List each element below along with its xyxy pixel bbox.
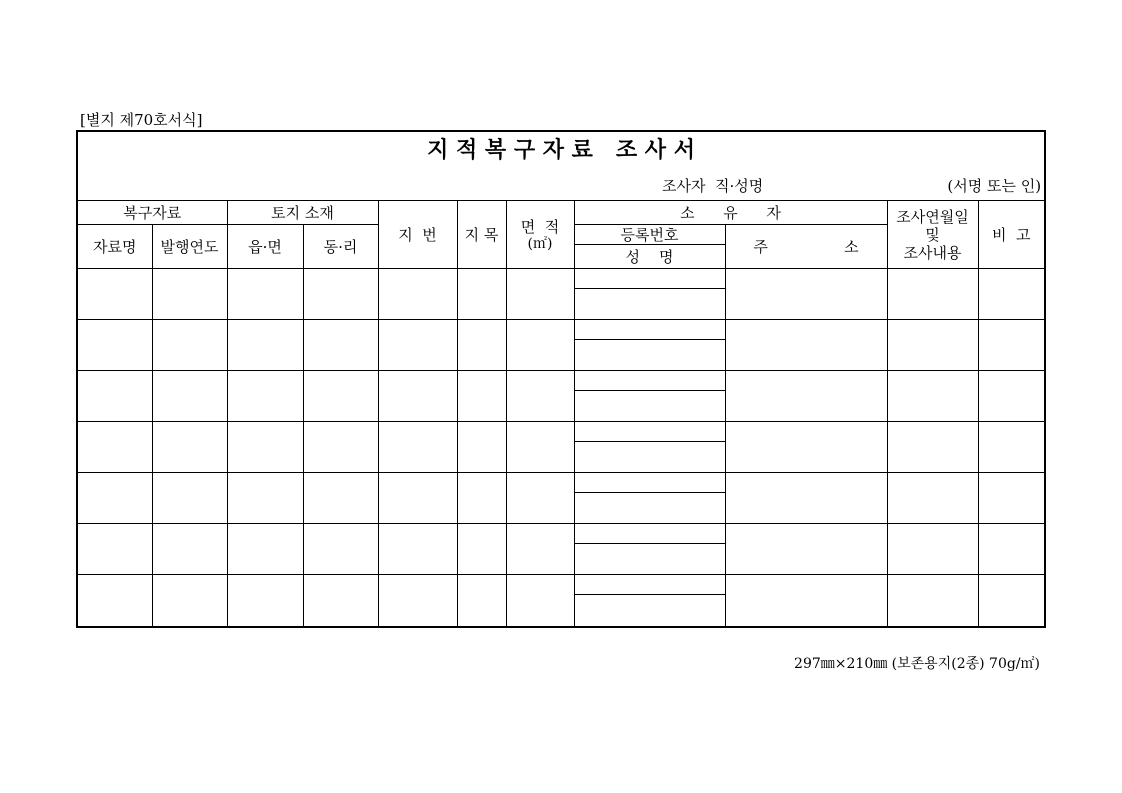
cell-lot-number[interactable] <box>378 575 457 627</box>
cell-area[interactable] <box>506 371 574 422</box>
cell-survey-date[interactable] <box>887 473 978 524</box>
survey-form-table <box>76 130 1046 628</box>
cell-registration-number[interactable] <box>574 524 725 544</box>
cell-survey-date[interactable] <box>887 524 978 575</box>
cell-address[interactable] <box>725 422 887 473</box>
header-data-name: 자료명 <box>77 225 152 269</box>
cell-land-category[interactable] <box>457 269 506 320</box>
header-recovery-data: 복구자료 <box>77 201 227 225</box>
cell-owner-name[interactable] <box>574 493 725 524</box>
cell-registration-number[interactable] <box>574 473 725 493</box>
cell-eup-myeon[interactable] <box>227 422 303 473</box>
cell-eup-myeon[interactable] <box>227 320 303 371</box>
header-area <box>506 201 574 269</box>
cell-registration-number[interactable] <box>574 269 725 289</box>
cell-remarks[interactable] <box>978 371 1045 422</box>
cell-eup-myeon[interactable] <box>227 371 303 422</box>
cell-remarks[interactable] <box>978 524 1045 575</box>
header-owner: 소 유 자 <box>574 201 887 225</box>
cell-lot-number[interactable] <box>378 320 457 371</box>
cell-survey-date[interactable] <box>887 269 978 320</box>
cell-address[interactable] <box>725 371 887 422</box>
signature-label: (서명 또는 인) <box>947 177 1042 195</box>
cell-remarks[interactable] <box>978 422 1045 473</box>
cell-area[interactable] <box>506 575 574 627</box>
cell-owner-name[interactable] <box>574 595 725 627</box>
table-row <box>77 269 1045 289</box>
header-area-label: 면 적 <box>520 217 560 236</box>
cell-data-name[interactable] <box>77 269 152 320</box>
cell-publication-year[interactable] <box>152 422 227 473</box>
cell-dong-ri[interactable] <box>303 524 378 575</box>
cell-registration-number[interactable] <box>574 371 725 391</box>
cell-dong-ri[interactable] <box>303 422 378 473</box>
title-block <box>77 131 1045 201</box>
cell-data-name[interactable] <box>77 371 152 422</box>
cell-data-name[interactable] <box>77 524 152 575</box>
header-dong-ri: 동·리 <box>303 225 378 269</box>
header-registration-number: 등록번호 <box>574 225 725 245</box>
cell-dong-ri[interactable] <box>303 320 378 371</box>
cell-data-name[interactable] <box>77 320 152 371</box>
cell-dong-ri[interactable] <box>303 575 378 627</box>
cell-eup-myeon[interactable] <box>227 269 303 320</box>
header-land-category: 지 목 <box>457 201 506 269</box>
cell-data-name[interactable] <box>77 473 152 524</box>
header-survey-date-line1: 조사연월일 <box>896 207 969 226</box>
header-address: 주 소 <box>725 225 887 269</box>
cell-publication-year[interactable] <box>152 320 227 371</box>
cell-remarks[interactable] <box>978 320 1045 371</box>
data-rows <box>77 269 1045 627</box>
cell-eup-myeon[interactable] <box>227 575 303 627</box>
cell-area[interactable] <box>506 524 574 575</box>
header-publication-year: 발행연도 <box>152 225 227 269</box>
cell-address[interactable] <box>725 575 887 627</box>
header-lot-number: 지 번 <box>378 201 457 269</box>
cell-dong-ri[interactable] <box>303 473 378 524</box>
cell-area[interactable] <box>506 320 574 371</box>
cell-area[interactable] <box>506 422 574 473</box>
header-survey-date-line2: 및 <box>925 225 940 244</box>
table-row <box>77 524 1045 544</box>
cell-registration-number[interactable] <box>574 575 725 595</box>
cell-publication-year[interactable] <box>152 473 227 524</box>
header-survey-date-line3: 조사내용 <box>903 243 962 262</box>
cell-remarks[interactable] <box>978 269 1045 320</box>
cell-publication-year[interactable] <box>152 371 227 422</box>
header-land-location: 토지 소재 <box>227 201 378 225</box>
cell-land-category[interactable] <box>457 371 506 422</box>
header-row-1 <box>77 201 1045 225</box>
header-survey-date <box>887 201 978 269</box>
form-number-label: [별지 제70호서식] <box>80 111 203 129</box>
cell-owner-name[interactable] <box>574 289 725 320</box>
investigator-label: 조사자 직·성명 <box>662 177 764 195</box>
form-title: 지 적 복 구 자 료 조 사 서 <box>427 137 695 163</box>
cell-lot-number[interactable] <box>378 473 457 524</box>
cell-land-category[interactable] <box>457 473 506 524</box>
cell-survey-date[interactable] <box>887 422 978 473</box>
cell-lot-number[interactable] <box>378 269 457 320</box>
cell-lot-number[interactable] <box>378 422 457 473</box>
cell-lot-number[interactable] <box>378 524 457 575</box>
cell-publication-year[interactable] <box>152 524 227 575</box>
cell-lot-number[interactable] <box>378 371 457 422</box>
cell-publication-year[interactable] <box>152 575 227 627</box>
cell-land-category[interactable] <box>457 422 506 473</box>
cell-data-name[interactable] <box>77 422 152 473</box>
cell-eup-myeon[interactable] <box>227 524 303 575</box>
table-row <box>77 320 1045 340</box>
title-row <box>77 131 1045 201</box>
header-eup-myeon: 읍·면 <box>227 225 303 269</box>
table-row <box>77 473 1045 493</box>
cell-area[interactable] <box>506 269 574 320</box>
header-name: 성 명 <box>574 245 725 269</box>
cell-owner-name[interactable] <box>574 544 725 575</box>
cell-land-category[interactable] <box>457 320 506 371</box>
cell-land-category[interactable] <box>457 575 506 627</box>
cell-dong-ri[interactable] <box>303 269 378 320</box>
cell-registration-number[interactable] <box>574 320 725 340</box>
cell-dong-ri[interactable] <box>303 371 378 422</box>
cell-data-name[interactable] <box>77 575 152 627</box>
table-row <box>77 575 1045 595</box>
paper-spec-note: 297㎜×210㎜ (보존용지(2종) 70g/㎡) <box>794 656 1040 672</box>
cell-owner-name[interactable] <box>574 442 725 473</box>
cell-survey-date[interactable] <box>887 575 978 627</box>
cell-owner-name[interactable] <box>574 340 725 371</box>
header-remarks: 비 고 <box>978 201 1045 269</box>
cell-eup-myeon[interactable] <box>227 473 303 524</box>
cell-publication-year[interactable] <box>152 269 227 320</box>
cell-owner-name[interactable] <box>574 391 725 422</box>
cell-survey-date[interactable] <box>887 320 978 371</box>
cell-address[interactable] <box>725 269 887 320</box>
header-area-unit: (㎡) <box>527 235 553 252</box>
cell-address[interactable] <box>725 320 887 371</box>
cell-registration-number[interactable] <box>574 422 725 442</box>
cell-address[interactable] <box>725 524 887 575</box>
cell-remarks[interactable] <box>978 575 1045 627</box>
cell-survey-date[interactable] <box>887 371 978 422</box>
cell-address[interactable] <box>725 473 887 524</box>
table-row <box>77 422 1045 442</box>
cell-remarks[interactable] <box>978 473 1045 524</box>
cell-area[interactable] <box>506 473 574 524</box>
table-row <box>77 371 1045 391</box>
cell-land-category[interactable] <box>457 524 506 575</box>
